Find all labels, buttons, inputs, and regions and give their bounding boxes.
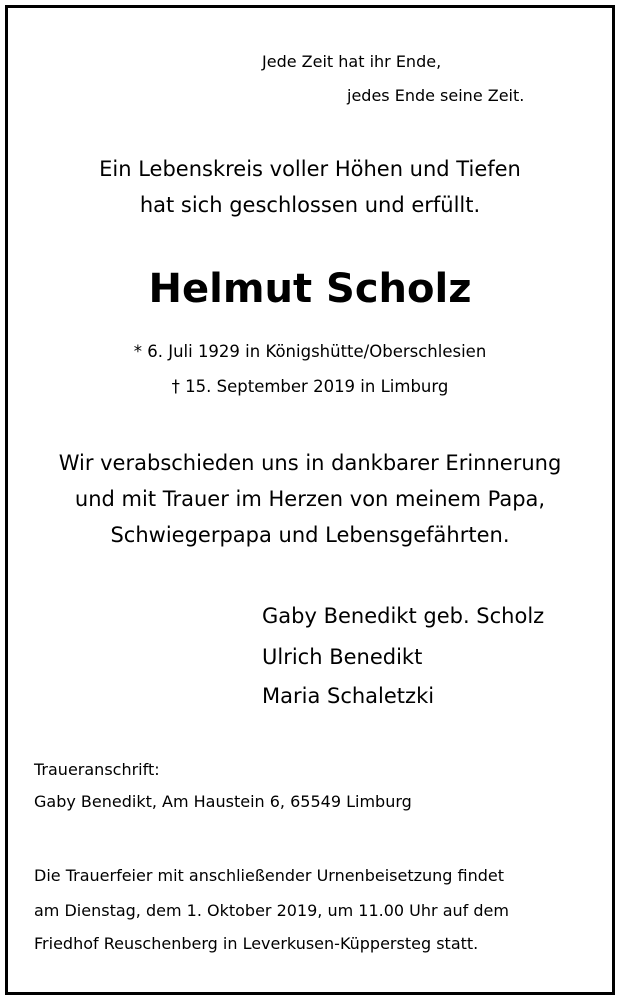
- farewell-line-1: Wir verabschieden uns in dankbarer Erinnerung: [58, 451, 562, 475]
- ceremony-line-1: Die Trauerfeier mit anschließender Urnenbeisetzung findet: [34, 866, 505, 885]
- death-date: † 15. September 2019 in Limburg: [171, 377, 449, 396]
- motto-line-1: Jede Zeit hat ihr Ende,: [262, 52, 442, 71]
- ceremony-line-3: Friedhof Reuschenberg in Leverkusen-Küppersteg statt.: [34, 934, 479, 953]
- farewell-line-2: und mit Trauer im Herzen von meinem Papa,: [74, 487, 546, 511]
- address-label: Traueranschrift:: [34, 760, 160, 779]
- birth-date: * 6. Juli 1929 in Königshütte/Oberschlesien: [133, 342, 487, 361]
- farewell-line-3: Schwiegerpapa und Lebensgefährten.: [110, 523, 510, 547]
- address-value: Gaby Benedikt, Am Haustein 6, 65549 Limburg: [34, 792, 412, 811]
- motto-line-2: jedes Ende seine Zeit.: [347, 86, 525, 105]
- mourner-name: Gaby Benedikt geb. Scholz: [262, 604, 545, 628]
- deceased-name: Helmut Scholz: [148, 266, 472, 312]
- mourner-name: Ulrich Benedikt: [262, 645, 423, 669]
- ceremony-line-2: am Dienstag, dem 1. Oktober 2019, um 11.00 Uhr auf dem: [34, 901, 509, 920]
- mourner-name: Maria Schaletzki: [262, 684, 435, 708]
- intro-line-1: Ein Lebenskreis voller Höhen und Tiefen: [99, 157, 521, 181]
- intro-line-2: hat sich geschlossen und erfüllt.: [139, 193, 481, 217]
